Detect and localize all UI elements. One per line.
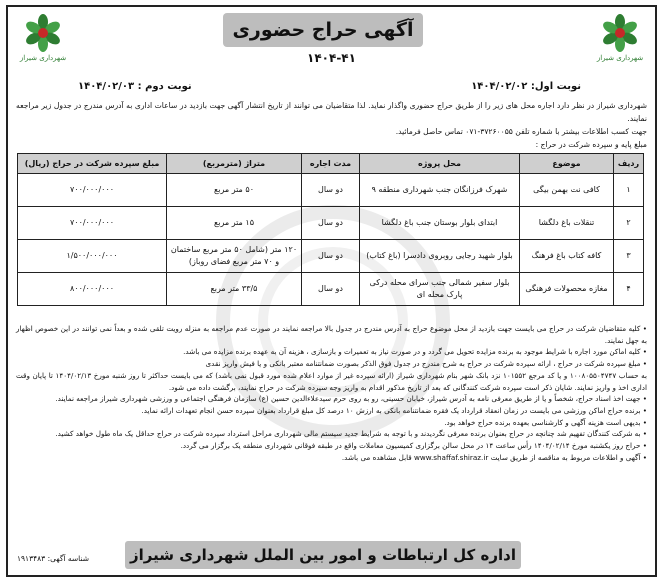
table-header-row <box>18 154 644 174</box>
flower-logo-icon <box>23 13 63 53</box>
table-row <box>18 207 644 240</box>
column-header: محل پروژه <box>360 154 520 174</box>
column-header: موضوع <box>520 154 614 174</box>
intro-line: شهرداری شیراز در نظر دارد اجاره محل های زیر را از طریق حراج حضوری واگذار نماید. لذا متقاضیان می توانند از تاریخ انتشار آگهی جهت بازدید در ساعات اداری به آدرس مندرج در جدول زیر مراجعه نمایند. <box>16 101 647 123</box>
table-cell: دو سال <box>302 174 360 207</box>
note-item: • آگهی و اطلاعات مربوط به مناقصه از طریق سایت www.shaffaf.shiraz.ir قابل مشاهده می باشد. <box>341 452 647 462</box>
note-item: • به شرکت کنندگان تفهیم شد چنانچه در حراج بعنوان برنده معرفی نگردیدند و با توجه به شرایط جدید سیستم مالی شهرداری مراحل استرداد سپرده شرکت در حراج حداقل یک ماه طول خواهد کشید. <box>55 429 647 439</box>
auction-items-table <box>17 153 644 306</box>
note-item: • حراج روز یکشنبه مورخ ۱۴۰۴/۰۲/۱۴ رأس ساعت ۱۴ در محل سالن برگزاری کمیسیون معاملات واقع در طبقه فوقانی شهرداری منطقه یک برگزار می گردد. <box>180 441 647 451</box>
table-cell: بلوار سفیر شمالی جنب سرای محله درکی پارک محله ای <box>360 273 520 306</box>
note-item: • بدیهی است هزینه آگهی و کارشناسی بعهده برنده حراج خواهد بود. <box>444 417 647 427</box>
first-round-date: نوبت اول: ۱۴۰۴/۰۲/۰۲ <box>471 81 581 92</box>
intro-text <box>16 99 647 151</box>
column-header: مبلغ سپرده شرکت در حراج (ریال) <box>18 154 167 174</box>
note-item: • کلیه متقاضیان شرکت در حراج می بایست جهت بازدید از محل موضوع حراج به آدرس مندرج در جدول بالا مراجعه نمایند در صورت عدم مراجعه به منزله رویت تلقی شده و بعداً نمی توانند در این خصوص اظهار به جهل نمایند. <box>16 324 647 345</box>
intro-line: مبلغ پایه و سپرده شرکت در حراج : <box>535 140 647 149</box>
column-header: مدت اجاره <box>302 154 360 174</box>
column-header: ردیف <box>614 154 644 174</box>
table-cell: بلوار شهید رجایی روبروی دادسرا (باغ کتاب) <box>360 240 520 273</box>
flower-logo-icon <box>600 13 640 53</box>
table-cell: ۲ <box>614 207 644 240</box>
table-cell: ابتدای بلوار بوستان جنب باغ دلگشا <box>360 207 520 240</box>
table-cell: ۳ <box>614 240 644 273</box>
table-cell: دو سال <box>302 240 360 273</box>
note-item: • جهت اخذ اسناد حراج، شخصاً و یا از طریق معرفی نامه به آدرس شیراز، خیابان حسینی، رو به روی حرم سیدعلاءالدین حسین (ع) سازمان فرهنگی اجتماعی و ورزشی شهرداری شیراز مراجعه نمایند. <box>55 394 647 404</box>
table-row <box>18 174 644 207</box>
table-cell: دو سال <box>302 207 360 240</box>
column-header: متراژ (مترمربع) <box>167 154 302 174</box>
table-cell: ۱/۵۰۰/۰۰۰/۰۰۰ <box>18 240 167 273</box>
note-item: • برنده حراج اماکن ورزشی می بایست در زمان انعقاد قرارداد یک فقره ضمانتنامه بانکی به ارزش ۱۰ درصد کل مبلغ قرارداد بعنوان سپرده حسن انجام تعهدات ارائه نماید. <box>141 405 647 415</box>
logo-caption: شهرداری شیراز <box>596 54 644 62</box>
second-round-date: نوبت دوم : ۱۴۰۴/۰۲/۰۳ <box>78 81 192 92</box>
note-item: • مبلغ سپرده شرکت در حراج ، ارائه سپرده شرکت در حراج به شرح مندرج در جدول فوق الذکر بصورت ضمانتنامه معتبر بانکی و یا فیش واریز نقدی <box>205 359 647 369</box>
notes-list <box>16 323 647 463</box>
table-row <box>18 240 644 273</box>
note-item: به حساب ۱۰۰۸۰۵۵۰۴۷۴۷ و یا کد مرجع ۱۰۱۵۵۲ نزد بانک شهر بنام شهرداری شیراز (ارائه سپرده غیر از موارد اعلام شده مورد قبول نمی باشد) که می بایست حداکثر تا روز شنبه مورخ ۱۴۰۴/۰۲/۱۳ تا پایان وقت اداری اخذ و واریز نمایند. شایان ذکر است سپرده شرکت کنندگانی که بعد از تاریخ مذکور اقدام به واریز وجه سپرده شرکت در حراج نمایند، برگشت داده می شود. <box>16 370 647 392</box>
table-cell: ۳۳/۵ متر مربع <box>167 273 302 306</box>
table-cell: ۱ <box>614 174 644 207</box>
table-cell: مغازه محصولات فرهنگی <box>520 273 614 306</box>
table-row <box>18 273 644 306</box>
intro-line: جهت کسب اطلاعات بیشتر با شماره تلفن ۳۷۲۶۰۰۵۵-۰۷۱ تماس حاصل فرمائید. <box>395 127 647 136</box>
note-item: • کلیه اماکن مورد اجاره با شرایط موجود به برنده مزایده تحویل می گردد و در صورت نیاز به تعمیرات و بازسازی ، هزینه آن به عهده برنده مزایده می باشد. <box>183 347 647 357</box>
table-cell: ۵۰ متر مربع <box>167 174 302 207</box>
table-cell: شهرک فرزانگان جنب شهرداری منطقه ۹ <box>360 174 520 207</box>
notice-id: شناسه آگهی: ۱۹۱۳۴۸۳ <box>17 554 89 563</box>
table-cell: کافی نت بهمن بیگی <box>520 174 614 207</box>
table-cell: کافه کتاب باغ فرهنگ <box>520 240 614 273</box>
notice-code: ۱۴۰۴-۴۱ <box>307 51 356 65</box>
logo-caption: شهرداری شیراز <box>19 54 67 62</box>
table-cell: ۷۰۰/۰۰۰/۰۰۰ <box>18 207 167 240</box>
table-cell: ۷۰۰/۰۰۰/۰۰۰ <box>18 174 167 207</box>
page-title: آگهی حراج حضوری <box>223 13 423 47</box>
table-cell: ۱۲۰ متر (شامل ۵۰ متر مربع ساختمان و ۷۰ متر مربع فضای روباز) <box>167 240 302 273</box>
table-cell: دو سال <box>302 273 360 306</box>
organization-footer: اداره کل ارتباطات و امور بین الملل شهرداری شیراز <box>125 541 521 569</box>
notice-page <box>6 5 657 577</box>
table-cell: تنقلات باغ دلگشا <box>520 207 614 240</box>
table-cell: ۱۵ متر مربع <box>167 207 302 240</box>
table-cell: ۴ <box>614 273 644 306</box>
table-cell: ۸۰۰/۰۰۰/۰۰۰ <box>18 273 167 306</box>
